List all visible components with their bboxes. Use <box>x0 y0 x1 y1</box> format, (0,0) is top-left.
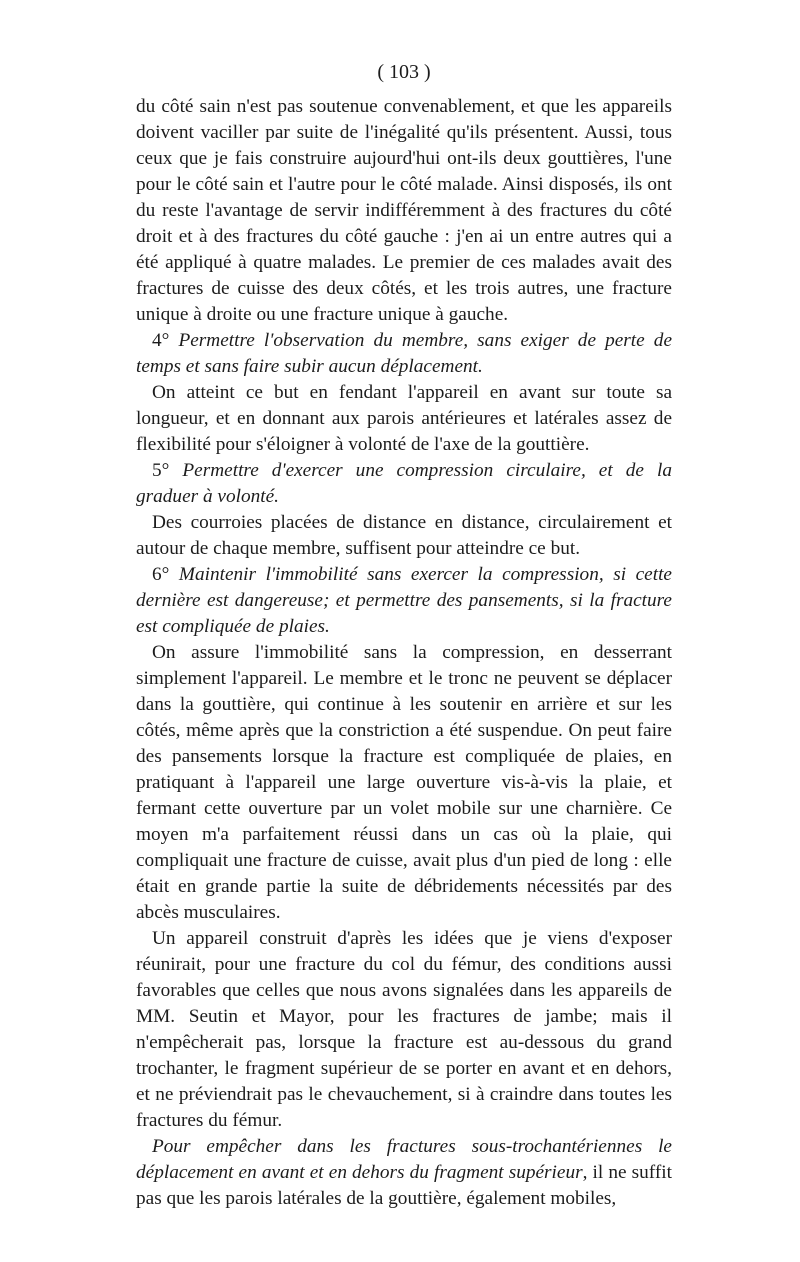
text-run: Un appareil construit d'après les idées que je viens d'exposer réunirait, pour une fracture du col du fémur, des conditions aussi favorables que celles que nous avons signalées dans les appareils de MM. Seutin et Mayor, pour les fractures de jambe; mais il n'empêcherait pas, lorsque la fracture est au-dessous du grand trochanter, le fragment supérieur de se porter en avant et en dehors, et ne préviendrait pas le chevauchement, si à craindre dans toutes les fractures du fémur. <box>136 928 672 1131</box>
paragraph <box>136 510 672 562</box>
paragraph <box>136 562 672 640</box>
paragraph <box>136 94 672 328</box>
italic-text-run: Pour empêcher dans les fractures sous-trochantériennes le déplacement en avant et en dehors du fragment supérieur <box>136 1136 672 1183</box>
text-run: On assure l'immobilité sans la compression, en desserrant simplement l'appareil. Le membre et le tronc ne peuvent se déplacer dans la gouttière, qui continue à les soutenir en arrière et sur les côtés, même après que la constriction a été suspendue. On peut faire des pansements lorsque la fracture est compliquée de plaies, en pratiquant à l'appareil une large ouverture vis-à-vis la plaie, et fermant cette ouverture par un volet mobile sur une charnière. Ce moyen m'a parfaitement réussi dans un cas où la plaie, qui compliquait une fracture de cuisse, avait plus d'un pied de long : elle était en grande partie la suite de débridements nécessités par des abcès musculaires. <box>136 642 672 923</box>
paragraph <box>136 640 672 926</box>
italic-text-run: Permettre l'observation du membre, sans exiger de perte de temps et sans faire subir aucun déplacement. <box>136 330 672 377</box>
paragraph <box>136 1134 672 1212</box>
paragraph <box>136 458 672 510</box>
text-run: Des courroies placées de distance en distance, circulairement et autour de chaque membre, suffisent pour atteindre ce but. <box>136 512 672 559</box>
text-run: 4° <box>152 330 179 351</box>
paragraph <box>136 380 672 458</box>
text-run: On atteint ce but en fendant l'appareil en avant sur toute sa longueur, et en donnant aux parois antérieures et latérales assez de flexibilité pour s'éloigner à volonté de l'axe de la gouttière. <box>136 382 672 455</box>
italic-text-run: Maintenir l'immobilité sans exercer la compression, si cette dernière est dangereuse; et permettre des pansements, si la fracture est compliquée de plaies. <box>136 564 672 637</box>
text-run: du côté sain n'est pas soutenue convenablement, et que les appareils doivent vaciller par suite de l'inégalité qu'ils présentent. Aussi, tous ceux que je fais construire aujourd'hui ont-ils deux gouttières, l'une pour le côté sain et l'autre pour le côté malade. Ainsi disposés, ils ont du reste l'avantage de servir indifféremment à des fractures du côté droit et à des fractures du côté gauche : j'en ai un entre autres qui a été appliqué à quatre malades. Le premier de ces malades avait des fractures de cuisse des deux côtés, et les trois autres, une fracture unique à droite ou une fracture unique à gauche. <box>136 96 672 325</box>
text-run: , il ne suffit pas que les parois latérales de la gouttière, également mobiles, <box>136 1162 672 1209</box>
page-number: ( 103 ) <box>377 61 431 83</box>
paragraph <box>136 926 672 1134</box>
text-run: 6° <box>152 564 179 585</box>
body-text <box>136 94 672 1212</box>
text-run: 5° <box>152 460 183 481</box>
italic-text-run: Permettre d'exercer une compression circulaire, et de la graduer à volonté. <box>136 460 672 507</box>
paragraph <box>136 328 672 380</box>
